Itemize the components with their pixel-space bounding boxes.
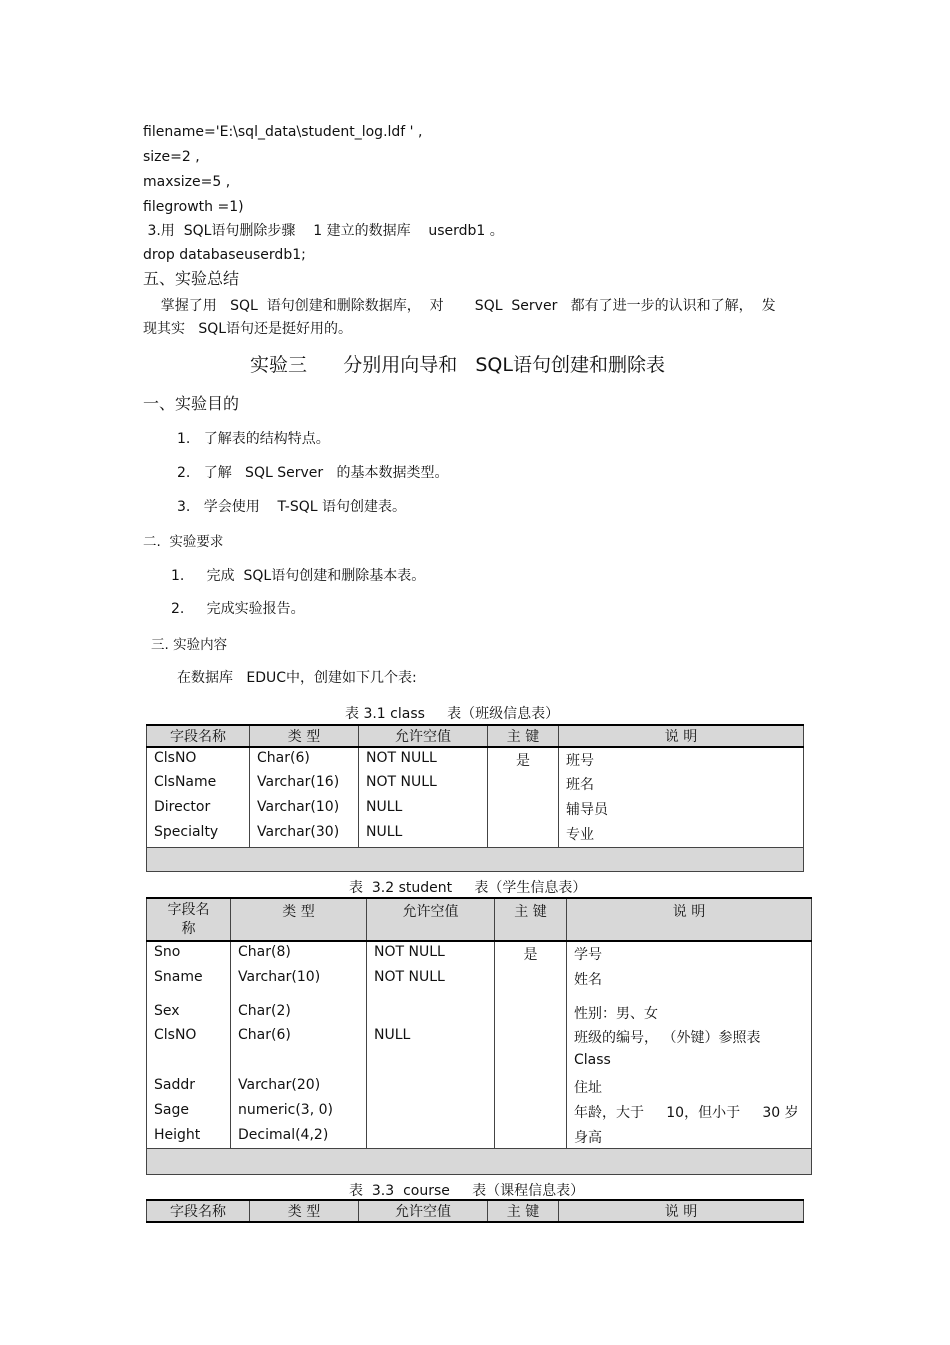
primary-key-cell: 是 (495, 941, 567, 967)
primary-key-cell (488, 797, 559, 822)
table-header-row (147, 898, 812, 941)
description-cell: 性别：男、女 (567, 1001, 812, 1025)
nullable-cell: NOT NULL (367, 941, 495, 967)
primary-key-cell (495, 1075, 567, 1100)
purpose-item: 1. 了解表的结构特点。 (177, 431, 330, 447)
description-cell: 班号 (559, 747, 804, 772)
class-table (146, 724, 804, 872)
purpose-item: 2. 了解 SQL Server 的基本数据类型。 (177, 465, 449, 481)
table-row (147, 1001, 812, 1025)
column-header: 允许空值 (359, 725, 488, 747)
primary-key-cell (495, 1025, 567, 1075)
type-cell: Varchar(10) (231, 967, 367, 1001)
primary-key-cell (495, 1001, 567, 1025)
table-row (147, 1075, 812, 1100)
table-row (147, 1125, 812, 1148)
type-cell: Varchar(20) (231, 1075, 367, 1100)
table-footer-row (147, 847, 804, 871)
content-intro: 在数据库 EDUC中，创建如下几个表: (177, 670, 417, 686)
student-table (146, 897, 812, 1175)
table2-caption: 表 3.2 student 表（学生信息表） (349, 880, 587, 896)
description-cell: 班级的编号， （外键）参照表 Class (567, 1025, 812, 1075)
table-row (147, 1100, 812, 1125)
type-cell: Varchar(10) (250, 797, 359, 822)
column-header: 类 型 (250, 1200, 359, 1222)
column-header: 主 键 (488, 725, 559, 747)
column-header: 允许空值 (359, 1200, 488, 1222)
primary-key-cell (495, 967, 567, 1001)
description-cell: 专业 (559, 822, 804, 847)
primary-key-cell (488, 772, 559, 797)
summary-line-2: 现其实 SQL语句还是挺好用的。 (143, 321, 353, 337)
table-row (147, 1025, 812, 1075)
description-cell: 辅导员 (559, 797, 804, 822)
field-name-cell: ClsNO (147, 747, 250, 772)
table-footer-band (147, 1148, 812, 1174)
field-name-cell: ClsNO (147, 1025, 231, 1075)
table-row (147, 941, 812, 967)
table-row (147, 797, 804, 822)
column-header: 字段名 称 (147, 898, 231, 941)
column-header: 字段名称 (147, 1200, 250, 1222)
column-header: 说 明 (567, 898, 812, 941)
code-line-filegrowth: filegrowth =1) (143, 199, 244, 215)
nullable-cell: NOT NULL (359, 772, 488, 797)
requirement-item: 2. 完成实验报告。 (171, 601, 305, 617)
purpose-heading: 一、实验目的 (143, 394, 240, 413)
description-cell: 身高 (567, 1125, 812, 1148)
requirement-item: 1. 完成 SQL语句创建和删除基本表。 (171, 568, 426, 584)
content-heading: 三. 实验内容 (151, 637, 228, 653)
primary-key-cell (495, 1100, 567, 1125)
nullable-cell (367, 1125, 495, 1148)
nullable-cell: NULL (359, 797, 488, 822)
field-name-cell: Specialty (147, 822, 250, 847)
column-header: 说 明 (559, 725, 804, 747)
type-cell: Decimal(4,2) (231, 1125, 367, 1148)
table-header-row (147, 725, 804, 747)
column-header: 主 键 (488, 1200, 559, 1222)
course-table (146, 1199, 804, 1223)
section5-heading: 五、实验总结 (143, 269, 240, 288)
field-name-cell: Saddr (147, 1075, 231, 1100)
summary-line-1: 掌握了用 SQL 语句创建和删除数据库， 对 SQL Server 都有了进一步的认识和了解， 发 (143, 298, 776, 314)
table3-caption: 表 3.3 course 表（课程信息表） (349, 1183, 585, 1199)
field-name-cell: ClsName (147, 772, 250, 797)
type-cell: Char(2) (231, 1001, 367, 1025)
requirements-heading: 二. 实验要求 (143, 534, 224, 550)
table-row (147, 967, 812, 1001)
type-cell: Varchar(30) (250, 822, 359, 847)
field-name-cell: Sage (147, 1100, 231, 1125)
nullable-cell: NOT NULL (367, 967, 495, 1001)
type-cell: Varchar(16) (250, 772, 359, 797)
table1-caption: 表 3.1 class 表（班级信息表） (345, 706, 560, 722)
nullable-cell (367, 1001, 495, 1025)
nullable-cell (367, 1075, 495, 1100)
type-cell: Char(6) (231, 1025, 367, 1075)
primary-key-cell (488, 822, 559, 847)
table-header-row (147, 1200, 804, 1222)
description-cell: 班名 (559, 772, 804, 797)
column-header: 类 型 (231, 898, 367, 941)
drop-statement: drop databaseuserdb1; (143, 247, 306, 263)
table-row (147, 822, 804, 847)
experiment3-title: 实验三 分别用向导和 SQL语句创建和删除表 (250, 354, 665, 376)
table-row (147, 747, 804, 772)
code-line-size: size=2 , (143, 149, 200, 165)
table-footer-row (147, 1148, 812, 1174)
type-cell: Char(8) (231, 941, 367, 967)
nullable-cell: NOT NULL (359, 747, 488, 772)
description-cell: 学号 (567, 941, 812, 967)
table-footer-band (147, 847, 804, 871)
purpose-item: 3. 学会使用 T-SQL 语句创建表。 (177, 499, 406, 515)
column-header: 类 型 (250, 725, 359, 747)
type-cell: Char(6) (250, 747, 359, 772)
primary-key-cell (495, 1125, 567, 1148)
column-header: 主 键 (495, 898, 567, 941)
code-line-maxsize: maxsize=5 , (143, 174, 231, 190)
description-cell: 住址 (567, 1075, 812, 1100)
field-name-cell: Sname (147, 967, 231, 1001)
column-header: 说 明 (559, 1200, 804, 1222)
field-name-cell: Height (147, 1125, 231, 1148)
description-cell: 年龄，大于 10，但小于 30 岁 (567, 1100, 812, 1125)
column-header: 字段名称 (147, 725, 250, 747)
nullable-cell (367, 1100, 495, 1125)
code-line-filename: filename='E:\sql_data\student_log.ldf ' , (143, 124, 423, 140)
nullable-cell: NULL (367, 1025, 495, 1075)
field-name-cell: Sex (147, 1001, 231, 1025)
step3-text: 3.用 SQL语句删除步骤 1 建立的数据库 userdb1 。 (143, 223, 504, 239)
column-header: 允许空值 (367, 898, 495, 941)
table-row (147, 772, 804, 797)
nullable-cell: NULL (359, 822, 488, 847)
field-name-cell: Sno (147, 941, 231, 967)
type-cell: numeric(3, 0) (231, 1100, 367, 1125)
field-name-cell: Director (147, 797, 250, 822)
primary-key-cell: 是 (488, 747, 559, 772)
description-cell: 姓名 (567, 967, 812, 1001)
